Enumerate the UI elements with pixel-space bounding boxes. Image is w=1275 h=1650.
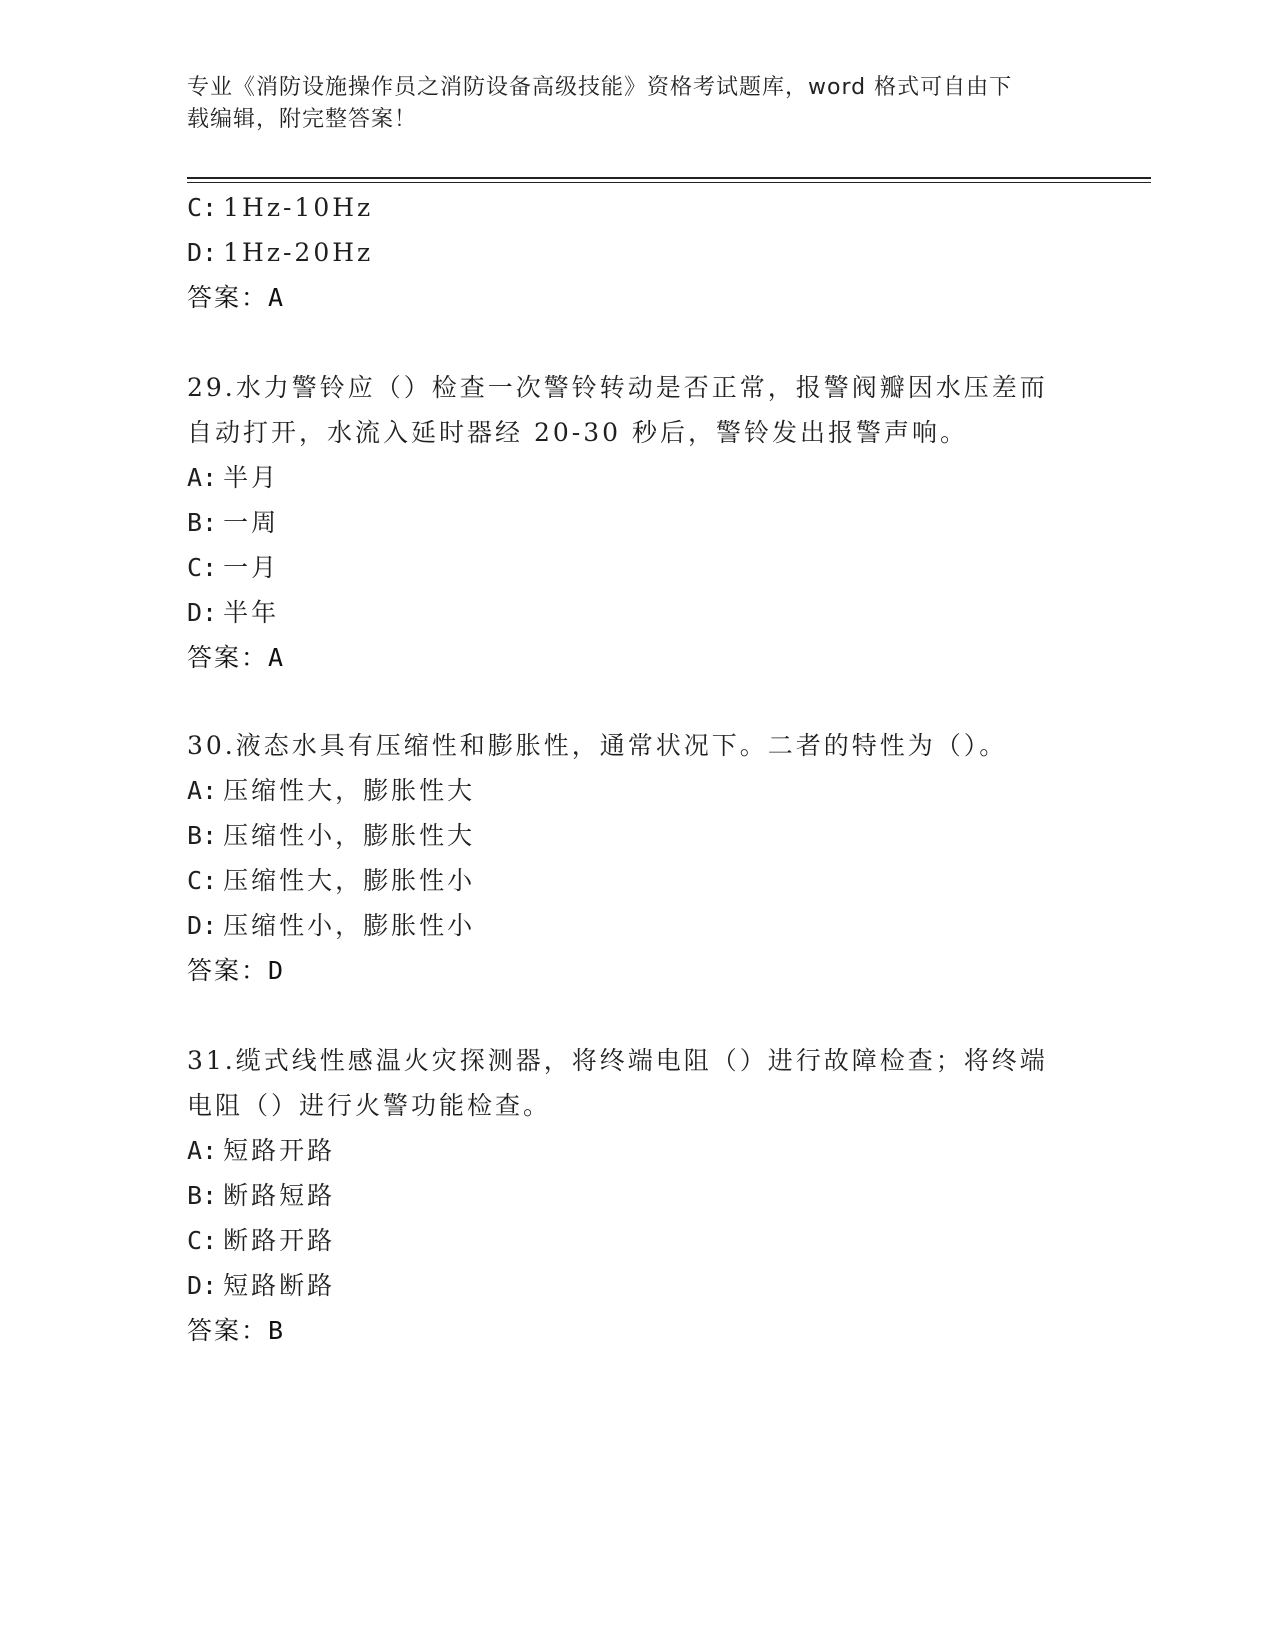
option-key: A: (187, 463, 218, 492)
option-item (187, 551, 279, 585)
option-key: D: (187, 238, 218, 267)
option-key: A: (187, 776, 218, 805)
header-divider-thick (187, 177, 1151, 179)
option-key: C: (187, 553, 218, 582)
question-stem-line: 31.缆式线性感温火灾探测器，将终端电阻（）进行故障检查；将终端 (187, 1046, 1048, 1075)
answer-value: B (268, 1316, 284, 1345)
document-header (187, 72, 1067, 136)
option-key: B: (187, 508, 218, 537)
option-key: D: (187, 911, 218, 940)
option-text: 压缩性大，膨胀性大 (223, 776, 476, 805)
question-stem-line: 30.液态水具有压缩性和膨胀性，通常状况下。二者的特性为（）。 (187, 731, 1008, 760)
option-key: C: (187, 193, 218, 222)
option-item (187, 1134, 335, 1168)
answer-line (187, 641, 283, 675)
answer-line (187, 954, 283, 988)
option-key: B: (187, 821, 218, 850)
option-item (187, 1224, 335, 1258)
option-text: 一周 (223, 508, 280, 537)
option-item (187, 236, 373, 270)
answer-label: 答案： (187, 1316, 269, 1345)
option-item (187, 191, 373, 225)
header-divider-thin (187, 182, 1151, 183)
option-text: 压缩性小，膨胀性大 (223, 821, 476, 850)
option-key: B: (187, 1181, 218, 1210)
option-text: 压缩性大，膨胀性小 (223, 866, 476, 895)
option-key: D: (187, 598, 218, 627)
question-stem-line: 电阻（）进行火警功能检查。 (187, 1091, 552, 1120)
option-item (187, 596, 279, 630)
option-key: C: (187, 1226, 218, 1255)
answer-value: D (268, 956, 284, 985)
option-item (187, 774, 475, 808)
answer-label: 答案： (187, 643, 269, 672)
answer-label: 答案： (187, 283, 269, 312)
option-item (187, 461, 279, 495)
question-stem-line: 29.水力警铃应（）检查一次警铃转动是否正常，报警阀瓣因水压差而 (187, 373, 1048, 402)
option-item (187, 506, 279, 540)
option-item (187, 909, 475, 943)
option-text: 短路开路 (223, 1136, 336, 1165)
option-item (187, 864, 475, 898)
answer-value: A (268, 643, 284, 672)
option-text: 断路开路 (223, 1226, 336, 1255)
option-text: 1Hz-10Hz (223, 193, 374, 222)
option-key: D: (187, 1271, 218, 1300)
option-item (187, 819, 475, 853)
option-text: 一月 (223, 553, 280, 582)
answer-value: A (268, 283, 284, 312)
option-key: C: (187, 866, 218, 895)
question-stem-line: 自动打开，水流入延时器经 20-30 秒后，警铃发出报警声响。 (187, 418, 968, 447)
option-text: 1Hz-20Hz (223, 238, 374, 267)
option-text: 半年 (223, 598, 280, 627)
answer-label: 答案： (187, 956, 269, 985)
option-text: 短路断路 (223, 1271, 336, 1300)
header-line-2: 载编辑，附完整答案！ (187, 107, 418, 132)
answer-line (187, 1314, 283, 1348)
answer-line (187, 281, 283, 315)
header-line-1: 专业《消防设施操作员之消防设备高级技能》资格考试题库，word 格式可自由下 (187, 75, 1013, 100)
option-key: A: (187, 1136, 218, 1165)
option-text: 压缩性小，膨胀性小 (223, 911, 476, 940)
option-item (187, 1269, 335, 1303)
option-text: 断路短路 (223, 1181, 336, 1210)
option-item (187, 1179, 335, 1213)
option-text: 半月 (223, 463, 280, 492)
